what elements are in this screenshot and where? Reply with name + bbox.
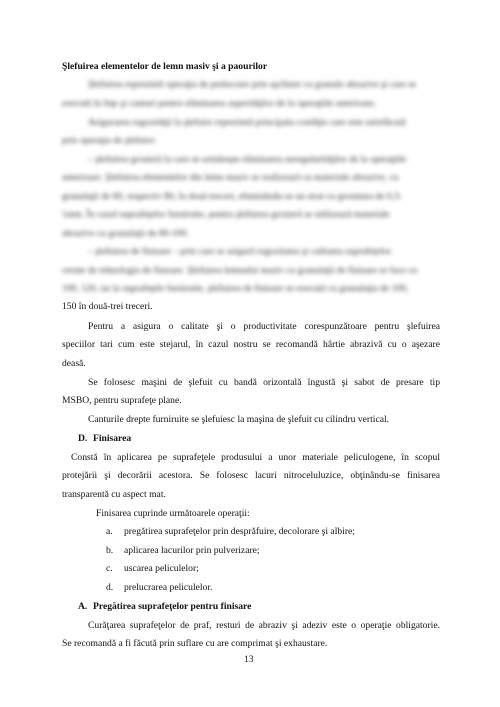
paragraph-line: speciilor tari cum este stejarul, în cazul nostru se recomandă hârtie abrazivă cu o aşezare: [62, 339, 440, 350]
paragraph-line: Curăţarea suprafeţelor de praf, resturi de abraziv şi adeziv este o operaţie obligatorie.: [88, 620, 440, 631]
blurred-line: Şlefuirea reprezintă operaţia de prelucrare prin aşchiere cu granule abrazive şi care se: [88, 79, 417, 90]
paragraph-line: Finisarea cuprinde următoarele operaţii:: [96, 508, 250, 519]
blurred-line: 1mm. În cazul suprafeţelor furniruite, pentru şlefuirea grosieră se utilizează materiale: [62, 209, 390, 220]
blurred-line: – şlefuirea grosieră la care se urmăreşte eliminarea neregularităţilor de la operaţiile: [88, 154, 407, 165]
list-item: uscarea peliculelor;: [124, 563, 199, 574]
paragraph-line: Se recomandă a fi făcută prin suflare cu are comprimat şi exhaustare.: [62, 638, 328, 649]
paragraph-line: Se folosesc maşini de şlefuit cu bandă orizontală îngustă şi sabot de presare tip: [88, 377, 440, 388]
blurred-line: execută în feţe şi canturi pentru eliminarea asperităţilor de la operaţiile anterioare.: [62, 98, 377, 109]
blurred-line: 100, 120, iar la suprafeţele furniruite, şlefuirea de finisare se execută cu granulaţia de 100,: [62, 283, 409, 294]
blurred-line: granulaţii de 60, respectiv 80, în două treceri, eliminându-se un strat cu grosimea de 0,3-: [62, 191, 402, 202]
list-marker: b.: [106, 545, 114, 556]
section-a-marker: A.: [78, 601, 88, 612]
list-marker: a.: [106, 526, 113, 537]
list-marker: c.: [106, 563, 113, 574]
page-number: 13: [244, 654, 254, 665]
blurred-line: anterioare. Şlefuirea elementelor din lemn masiv se realizează cu materiale abrazive, cu: [62, 172, 399, 183]
blurred-line: abrazive cu granulaţii de 80-100.: [62, 228, 189, 239]
list-marker: d.: [106, 582, 114, 593]
paragraph-line: protejării şi decorării acestora. Se folosesc lacuri nitroceluluzice, obţinându-se finisarea: [62, 470, 440, 481]
list-item: aplicarea lacurilor prin pulverizare;: [124, 545, 260, 556]
blurred-line: prin operaţia de şlefuire:: [62, 135, 157, 146]
paragraph-line: MSBO, pentru suprafeţe plane.: [62, 395, 182, 406]
blurred-line: Asigurarea rugozităţii la şlefuire reprezintă principala condiţie care este satisfăcută: [88, 117, 406, 128]
list-item: pregătirea suprafeţelor prin desprăfuire, decolorare şi albire;: [124, 526, 355, 537]
list-item: prelucrarea peliculelor.: [124, 582, 213, 593]
paragraph-line: Constă în aplicarea pe suprafeţele produsului a unor materiale peliculogene, în scopul: [71, 452, 440, 463]
section-d-title: Finisarea: [93, 433, 132, 444]
paragraph-line: 150 în două-trei treceri.: [62, 301, 153, 312]
section-a-title: Pregătirea suprafeţelor pentru finisare: [93, 601, 252, 612]
blurred-line: – şlefuirea de finisare – prin care se asigură rugozitatea şi calitatea suprafeţelor: [88, 246, 392, 257]
section-heading: Şlefuirea elementelor de lemn masiv şi a paourilor: [62, 61, 268, 72]
paragraph-line: Pentru a asigura o calitate şi o productivitate corespunzătoare pentru şlefuirea: [88, 321, 440, 332]
paragraph-line: transparentă cu aspect mat.: [62, 489, 166, 500]
paragraph-line: Canturile drepte furniruite se şlefuiesc la maşina de şlefuit cu cilindru vertical.: [88, 414, 390, 425]
blurred-line: cerute de tehnologia de finisare. Şlefuirea lemnului masiv cu granulaţii de finisare se face cu: [62, 265, 418, 276]
paragraph-line: deasă.: [62, 358, 86, 369]
section-d-marker: D.: [78, 433, 88, 444]
